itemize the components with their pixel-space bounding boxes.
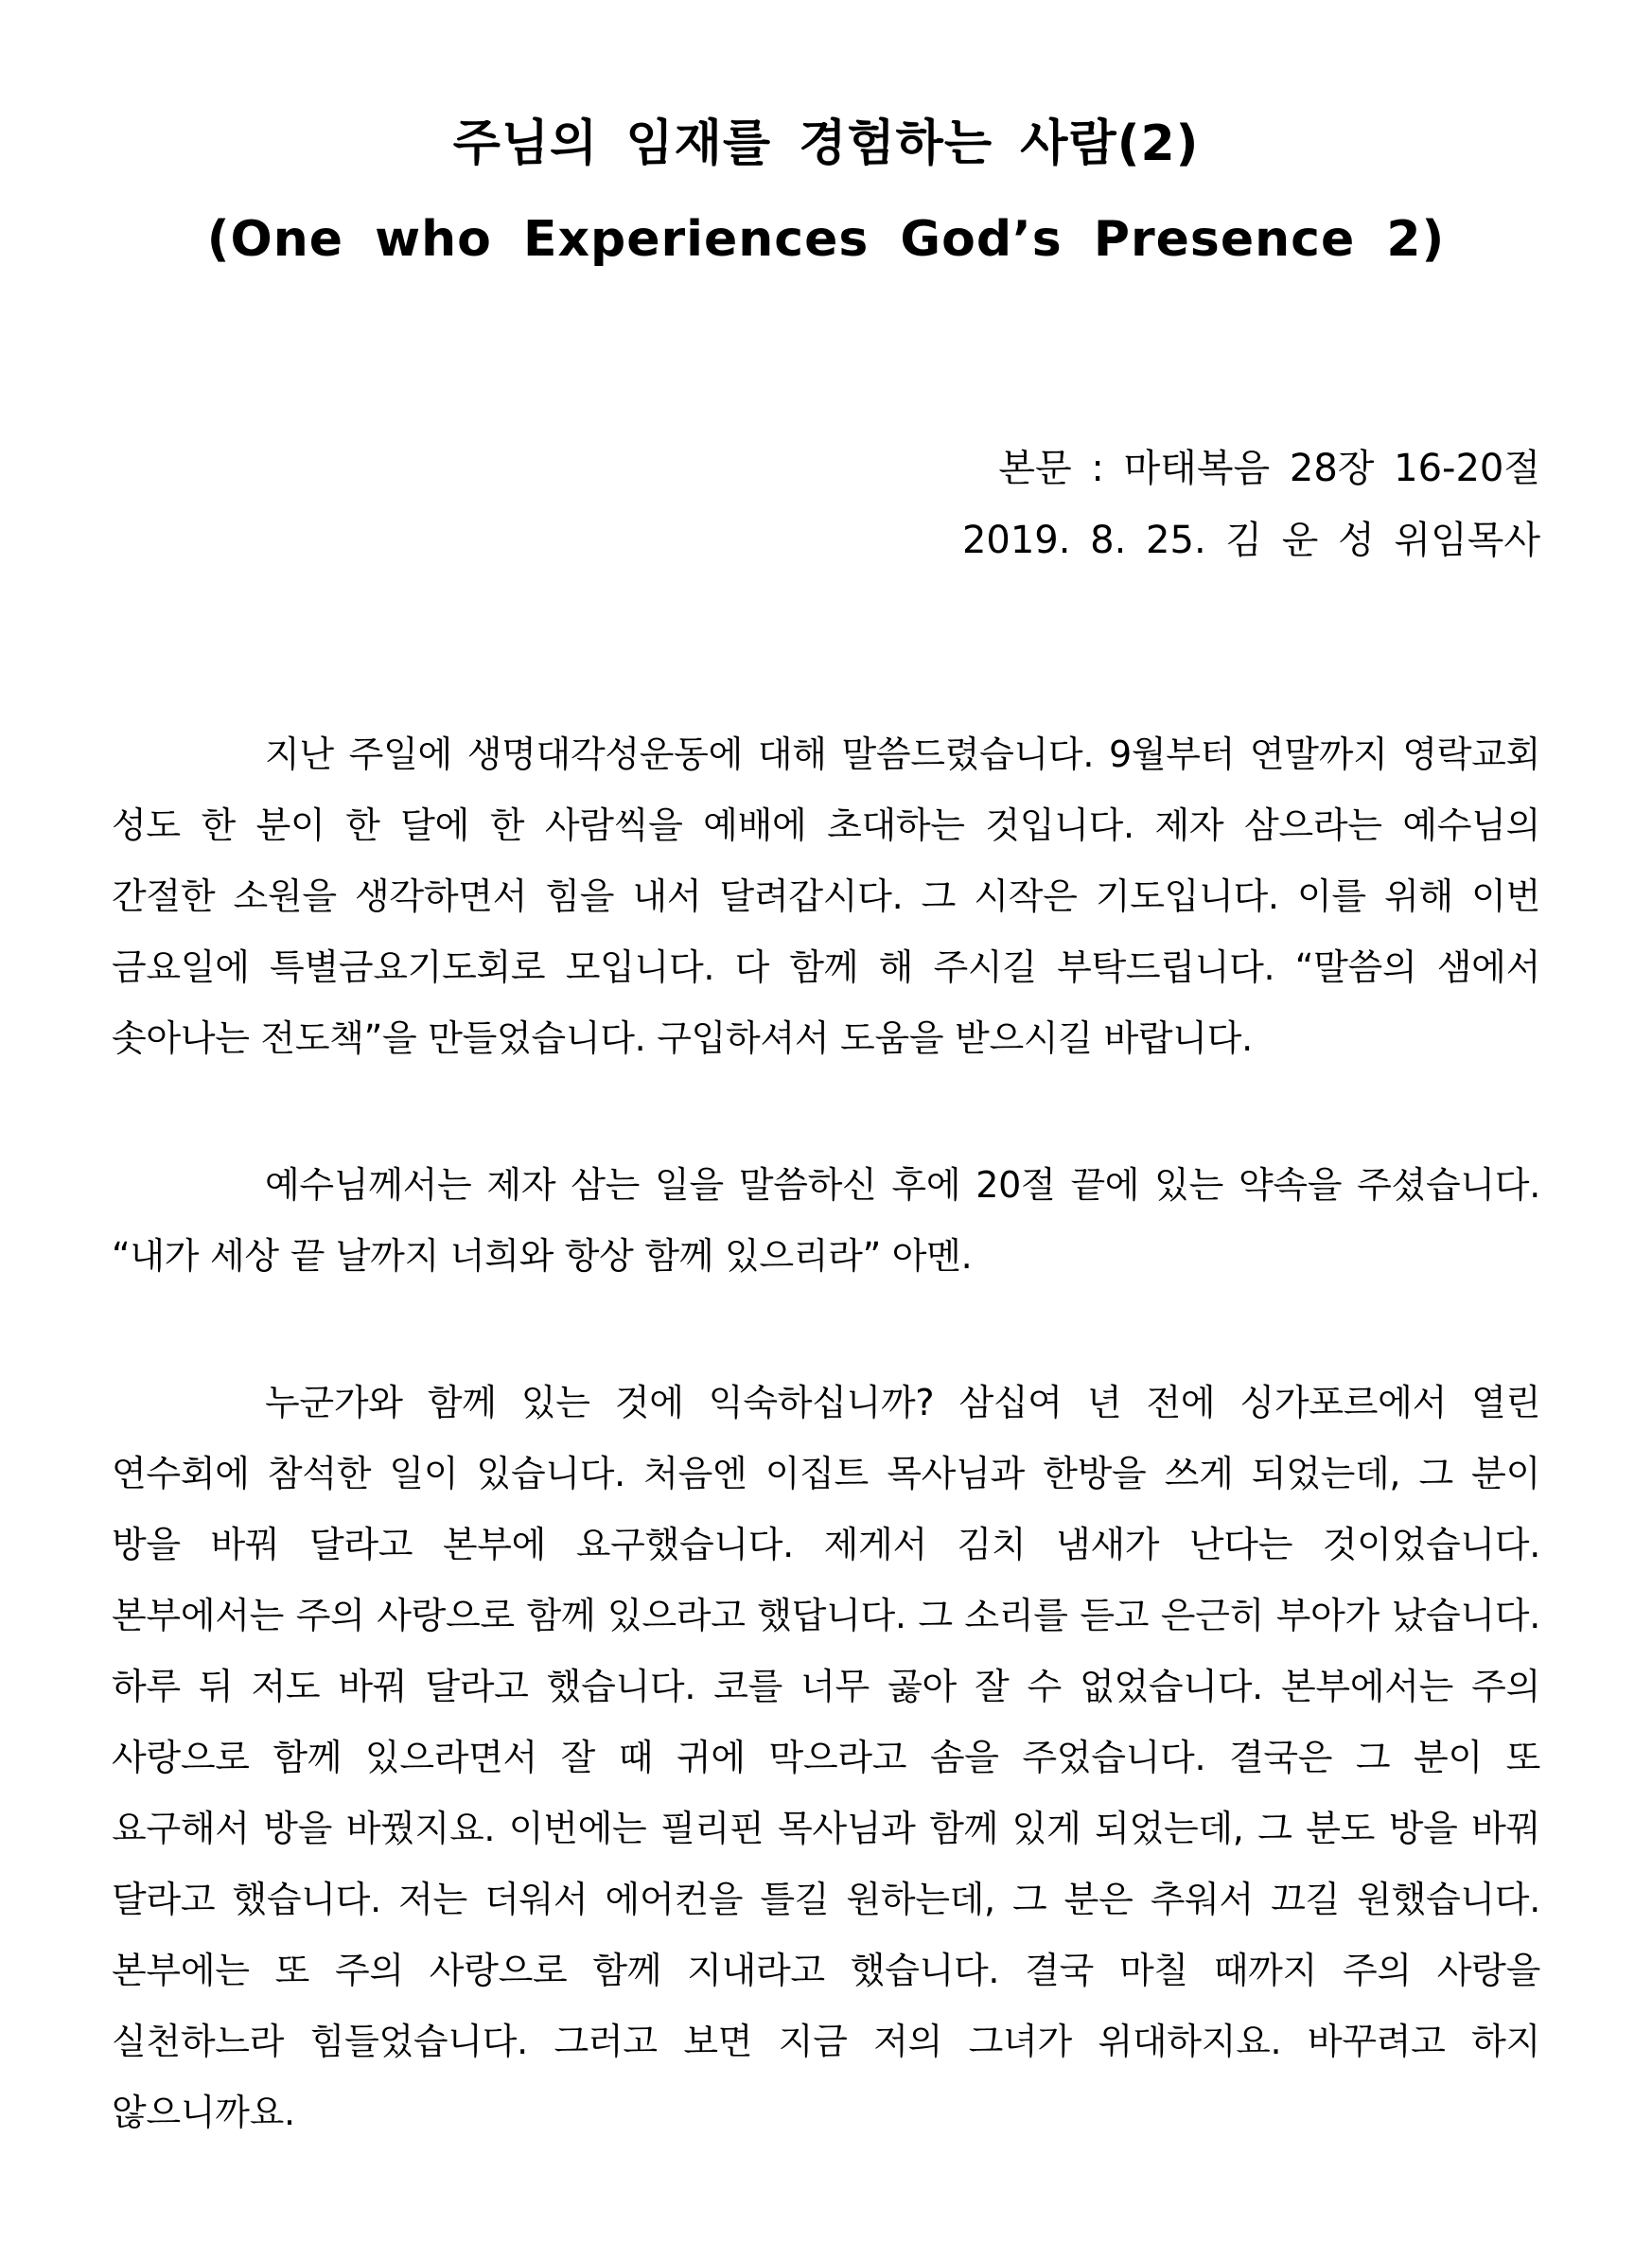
sermon-body — [112, 719, 1540, 2224]
scripture-reference: 본문 : 마태복음 28장 16-20절 — [998, 447, 1540, 490]
date-and-author: 2019. 8. 25. 김 운 성 위임목사 — [961, 519, 1540, 562]
sermon-title-english: (One who Experiences God’s Presence 2) — [206, 211, 1446, 268]
body-paragraph-3: 누군가와 함께 있는 것에 익숙하십니까? 삼십여 년 전에 싱가포르에서 열린 연수회에 참석한 일이 있습니다. 처음엔 이집트 목사님과 한방을 쓰게 되었는데, 그 분이 방을 바꿔 달라고 본부에 요구했습니다. 제게서 김치 냄새가 난다는 것이었습니다. 본부에서는 주의 사랑으로 함께 있으라고 했답니다. 그 소리를 듣고 은근히 부아가 났습니다. 하루 뒤 저도 바꿔 달라고 했습니다. 코를 너무 곯아 잘 수 없었습니다. 본부에서는 주의 사랑으로 함께 있으라면서 잘 때 귀에 막으라고 솜을 주었습니다. 결국은 그 분이 또 요구해서 방을 바꿨지요. 이번에는 필리핀 목사님과 함께 있게 되었는데, 그 분도 방을 바꿔 달라고 했습니다. 저는 더워서 에어컨을 틀길 원하는데, 그 분은 추워서 끄길 원했습니다. 본부에는 또 주의 사랑으로 함께 지내라고 했습니다. 결국 마칠 때까지 주의 사랑을 실천하느라 힘들었습니다. 그러고 보면 지금 저의 그녀가 위대하지요. 바꾸려고 하지 않으니까요. — [112, 1382, 1540, 2133]
sermon-title-korean: 주님의 임재를 경험하는 사람(2) — [452, 115, 1200, 172]
body-paragraph-1: 지난 주일에 생명대각성운동에 대해 말씀드렸습니다. 9월부터 연말까지 영락교회 성도 한 분이 한 달에 한 사람씩을 예배에 초대하는 것입니다. 제자 삼으라는 예수님의 간절한 소원을 생각하면서 힘을 내서 달려갑시다. 그 시작은 기도입니다. 이를 위해 이번 금요일에 특별금요기도회로 모입니다. 다 함께 해 주시길 부탁드립니다. “말씀의 샘에서 솟아나는 전도책”을 만들었습니다. 구입하셔서 도움을 받으시길 바랍니다. — [112, 733, 1540, 1059]
body-paragraph-2: 예수님께서는 제자 삼는 일을 말씀하신 후에 20절 끝에 있는 약속을 주셨습니다. “내가 세상 끝 날까지 너희와 항상 함께 있으리라” 아멘. — [112, 1164, 1540, 1277]
